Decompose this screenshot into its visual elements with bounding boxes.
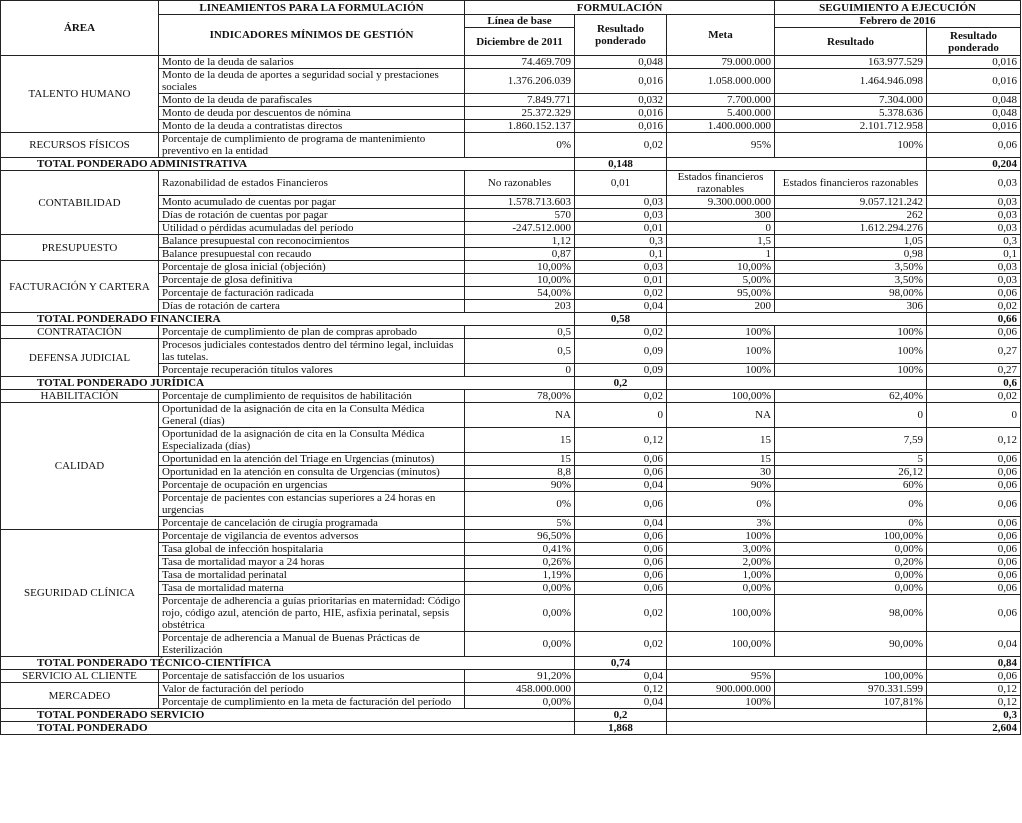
goal-cell: 100,00%	[667, 390, 775, 403]
header-formulacion: FORMULACIÓN	[465, 1, 775, 15]
empty-cell	[667, 158, 927, 171]
weighted-result-cell: 0,04	[575, 479, 667, 492]
area-cell: TALENTO HUMANO	[1, 56, 159, 133]
result-cell: 60%	[775, 479, 927, 492]
baseline-cell: 0,00%	[465, 632, 575, 657]
result-cell: 0,20%	[775, 556, 927, 569]
goal-cell: Estados financieros razonables	[667, 171, 775, 196]
weighted-result-2-cell: 0,06	[927, 582, 1021, 595]
area-cell: SEGURIDAD CLÍNICA	[1, 530, 159, 657]
result-cell: 100%	[775, 326, 927, 339]
area-cell: DEFENSA JUDICIAL	[1, 339, 159, 377]
indicator-cell: Porcentaje de cumplimiento de requisitos de habilitación	[159, 390, 465, 403]
result-cell: 100%	[775, 133, 927, 158]
weighted-result-2-cell: 0,27	[927, 364, 1021, 377]
goal-cell: 200	[667, 300, 775, 313]
total-ponderado-seguimiento: 0,66	[927, 313, 1021, 326]
weighted-result-2-cell: 0,06	[927, 530, 1021, 543]
baseline-cell: 96,50%	[465, 530, 575, 543]
indicator-cell: Monto de la deuda a contratistas directos	[159, 120, 465, 133]
indicator-cell: Utilidad o pérdidas acumuladas del período	[159, 222, 465, 235]
weighted-result-2-cell: 0,03	[927, 222, 1021, 235]
weighted-result-cell: 0,032	[575, 94, 667, 107]
baseline-cell: 0,41%	[465, 543, 575, 556]
indicator-cell: Porcentaje de cumplimiento de programa de mantenimiento preventivo en la entidad	[159, 133, 465, 158]
weighted-result-2-cell: 0,06	[927, 543, 1021, 556]
result-cell: 90,00%	[775, 632, 927, 657]
weighted-result-cell: 0,12	[575, 428, 667, 453]
header-diciembre-2011: Diciembre de 2011	[465, 28, 575, 56]
total-ponderado: 0,74	[575, 657, 667, 670]
header-lineamientos: LINEAMIENTOS PARA LA FORMULACIÓN	[159, 1, 465, 15]
indicator-cell: Razonabilidad de estados Financieros	[159, 171, 465, 196]
baseline-cell: 15	[465, 453, 575, 466]
result-cell: 3,50%	[775, 274, 927, 287]
indicator-cell: Tasa de mortalidad materna	[159, 582, 465, 595]
indicator-cell: Porcentaje de cancelación de cirugía programada	[159, 517, 465, 530]
baseline-cell: 1.376.206.039	[465, 69, 575, 94]
indicator-cell: Oportunidad de la asignación de cita en la Consulta Médica Especializada (días)	[159, 428, 465, 453]
weighted-result-cell: 0,02	[575, 287, 667, 300]
baseline-cell: 203	[465, 300, 575, 313]
goal-cell: NA	[667, 403, 775, 428]
goal-cell: 100%	[667, 530, 775, 543]
area-cell: PRESUPUESTO	[1, 235, 159, 261]
weighted-result-cell: 0,01	[575, 222, 667, 235]
header-indicadores: INDICADORES MÍNIMOS DE GESTIÓN	[159, 15, 465, 56]
baseline-cell: 1,19%	[465, 569, 575, 582]
baseline-cell: 1.860.152.137	[465, 120, 575, 133]
total-row	[1, 709, 1021, 722]
total-row	[1, 657, 1021, 670]
goal-cell: 15	[667, 428, 775, 453]
goal-cell: 1	[667, 248, 775, 261]
indicator-cell: Balance presupuestal con reconocimientos	[159, 235, 465, 248]
total-ponderado-seguimiento: 0,204	[927, 158, 1021, 171]
result-cell: 9.057.121.242	[775, 196, 927, 209]
weighted-result-cell: 0,12	[575, 683, 667, 696]
table-row	[1, 530, 1021, 543]
indicator-cell: Monto de la deuda de parafiscales	[159, 94, 465, 107]
baseline-cell: NA	[465, 403, 575, 428]
weighted-result-cell: 0,1	[575, 248, 667, 261]
indicator-cell: Porcentaje de ocupación en urgencias	[159, 479, 465, 492]
result-cell: 107,81%	[775, 696, 927, 709]
area-cell: HABILITACIÓN	[1, 390, 159, 403]
weighted-result-cell: 0,09	[575, 364, 667, 377]
baseline-cell: 78,00%	[465, 390, 575, 403]
indicator-cell: Valor de facturación del período	[159, 683, 465, 696]
weighted-result-2-cell: 0,12	[927, 696, 1021, 709]
result-cell: 7.304.000	[775, 94, 927, 107]
baseline-cell: 0,00%	[465, 696, 575, 709]
empty-cell	[667, 313, 927, 326]
weighted-result-2-cell: 0,03	[927, 274, 1021, 287]
header-resultado-ponderado-2: Resultado ponderado	[927, 28, 1021, 56]
result-cell: 98,00%	[775, 595, 927, 632]
weighted-result-2-cell: 0,06	[927, 517, 1021, 530]
weighted-result-cell: 0,3	[575, 235, 667, 248]
weighted-result-cell: 0,03	[575, 261, 667, 274]
weighted-result-2-cell: 0,06	[927, 326, 1021, 339]
goal-cell: 300	[667, 209, 775, 222]
result-cell: 163.977.529	[775, 56, 927, 69]
weighted-result-cell: 0,03	[575, 209, 667, 222]
result-cell: 0%	[775, 517, 927, 530]
indicator-cell: Oportunidad de la asignación de cita en la Consulta Médica General (días)	[159, 403, 465, 428]
indicator-cell: Tasa de mortalidad perinatal	[159, 569, 465, 582]
total-row	[1, 722, 1021, 735]
goal-cell: 10,00%	[667, 261, 775, 274]
indicator-cell: Monto de la deuda de salarios	[159, 56, 465, 69]
result-cell: 26,12	[775, 466, 927, 479]
baseline-cell: 0%	[465, 133, 575, 158]
result-cell: 1.612.294.276	[775, 222, 927, 235]
total-row	[1, 377, 1021, 390]
baseline-cell: No razonables	[465, 171, 575, 196]
baseline-cell: 458.000.000	[465, 683, 575, 696]
weighted-result-2-cell: 0	[927, 403, 1021, 428]
baseline-cell: 5%	[465, 517, 575, 530]
goal-cell: 100,00%	[667, 595, 775, 632]
weighted-result-2-cell: 0,03	[927, 171, 1021, 196]
goal-cell: 15	[667, 453, 775, 466]
weighted-result-2-cell: 0,016	[927, 69, 1021, 94]
weighted-result-2-cell: 0,1	[927, 248, 1021, 261]
baseline-cell: 8,8	[465, 466, 575, 479]
weighted-result-cell: 0,02	[575, 632, 667, 657]
weighted-result-cell: 0,06	[575, 556, 667, 569]
weighted-result-cell: 0,06	[575, 492, 667, 517]
table-row	[1, 56, 1021, 69]
result-cell: 7,59	[775, 428, 927, 453]
table-row	[1, 326, 1021, 339]
goal-cell: 79.000.000	[667, 56, 775, 69]
weighted-result-cell: 0,01	[575, 171, 667, 196]
result-cell: 1.464.946.098	[775, 69, 927, 94]
goal-cell: 95%	[667, 133, 775, 158]
total-label: TOTAL PONDERADO SERVICIO	[1, 709, 575, 722]
total-ponderado: 0,58	[575, 313, 667, 326]
header-linea-base: Línea de base	[465, 15, 575, 28]
total-ponderado: 0,2	[575, 377, 667, 390]
weighted-result-2-cell: 0,06	[927, 287, 1021, 300]
table-row	[1, 171, 1021, 196]
area-cell: RECURSOS FÍSICOS	[1, 133, 159, 158]
area-cell: CONTRATACIÓN	[1, 326, 159, 339]
goal-cell: 7.700.000	[667, 94, 775, 107]
indicator-cell: Porcentaje de pacientes con estancias superiores a 24 horas en urgencias	[159, 492, 465, 517]
result-cell: 0,98	[775, 248, 927, 261]
indicator-cell: Porcentaje de satisfacción de los usuarios	[159, 670, 465, 683]
baseline-cell: 0,00%	[465, 595, 575, 632]
total-row	[1, 313, 1021, 326]
goal-cell: 100%	[667, 696, 775, 709]
total-row	[1, 158, 1021, 171]
baseline-cell: 0,5	[465, 326, 575, 339]
empty-cell	[667, 722, 927, 735]
baseline-cell: 90%	[465, 479, 575, 492]
goal-cell: 3,00%	[667, 543, 775, 556]
result-cell: 98,00%	[775, 287, 927, 300]
result-cell: 0%	[775, 492, 927, 517]
weighted-result-cell: 0,04	[575, 696, 667, 709]
weighted-result-cell: 0,01	[575, 274, 667, 287]
table-row	[1, 403, 1021, 428]
baseline-cell: 0,5	[465, 339, 575, 364]
baseline-cell: 15	[465, 428, 575, 453]
weighted-result-2-cell: 0,048	[927, 94, 1021, 107]
header-febrero-2016: Febrero de 2016	[775, 15, 1021, 28]
table-row	[1, 683, 1021, 696]
indicator-cell: Días de rotación de cuentas por pagar	[159, 209, 465, 222]
indicator-cell: Porcentaje de glosa definitiva	[159, 274, 465, 287]
weighted-result-2-cell: 0,06	[927, 466, 1021, 479]
indicator-cell: Porcentaje de cumplimiento de plan de compras aprobado	[159, 326, 465, 339]
result-cell: 100,00%	[775, 530, 927, 543]
indicator-cell: Días de rotación de cartera	[159, 300, 465, 313]
weighted-result-2-cell: 0,02	[927, 390, 1021, 403]
weighted-result-2-cell: 0,27	[927, 339, 1021, 364]
baseline-cell: 54,00%	[465, 287, 575, 300]
goal-cell: 0	[667, 222, 775, 235]
goal-cell: 900.000.000	[667, 683, 775, 696]
result-cell: 1,05	[775, 235, 927, 248]
header-seguimiento: SEGUIMIENTO A EJECUCIÓN	[775, 1, 1021, 15]
weighted-result-cell: 0,03	[575, 196, 667, 209]
total-label: TOTAL PONDERADO ADMINISTRATIVA	[1, 158, 575, 171]
indicator-cell: Monto de la deuda de aportes a seguridad social y prestaciones sociales	[159, 69, 465, 94]
goal-cell: 30	[667, 466, 775, 479]
weighted-result-2-cell: 0,03	[927, 261, 1021, 274]
goal-cell: 100%	[667, 326, 775, 339]
baseline-cell: 91,20%	[465, 670, 575, 683]
header-area: ÁREA	[1, 1, 159, 56]
total-label: TOTAL PONDERADO	[1, 722, 575, 735]
result-cell: 970.331.599	[775, 683, 927, 696]
total-ponderado-seguimiento: 0,84	[927, 657, 1021, 670]
header-resultado: Resultado	[775, 28, 927, 56]
goal-cell: 95,00%	[667, 287, 775, 300]
goal-cell: 5.400.000	[667, 107, 775, 120]
goal-cell: 100%	[667, 364, 775, 377]
weighted-result-cell: 0,09	[575, 339, 667, 364]
table-row	[1, 261, 1021, 274]
indicator-cell: Porcentaje de glosa inicial (objeción)	[159, 261, 465, 274]
total-ponderado-seguimiento: 0,6	[927, 377, 1021, 390]
weighted-result-2-cell: 0,06	[927, 556, 1021, 569]
result-cell: 0,00%	[775, 543, 927, 556]
weighted-result-2-cell: 0,03	[927, 196, 1021, 209]
result-cell: 306	[775, 300, 927, 313]
weighted-result-2-cell: 0,12	[927, 683, 1021, 696]
indicator-cell: Procesos judiciales contestados dentro del término legal, incluidas las tutelas.	[159, 339, 465, 364]
indicator-cell: Porcentaje recuperación títulos valores	[159, 364, 465, 377]
header-meta: Meta	[667, 15, 775, 56]
header-resultado-ponderado: Resultado ponderado	[575, 15, 667, 56]
total-label: TOTAL PONDERADO FINANCIERA	[1, 313, 575, 326]
baseline-cell: 10,00%	[465, 261, 575, 274]
weighted-result-2-cell: 0,06	[927, 595, 1021, 632]
indicator-cell: Oportunidad en la atención en consulta de Urgencias (minutos)	[159, 466, 465, 479]
total-ponderado: 0,148	[575, 158, 667, 171]
table-row	[1, 339, 1021, 364]
result-cell: 100%	[775, 339, 927, 364]
weighted-result-cell: 0,02	[575, 390, 667, 403]
weighted-result-cell: 0,06	[575, 569, 667, 582]
goal-cell: 1,5	[667, 235, 775, 248]
indicator-cell: Monto acumulado de cuentas por pagar	[159, 196, 465, 209]
weighted-result-cell: 0,06	[575, 530, 667, 543]
weighted-result-cell: 0,02	[575, 133, 667, 158]
weighted-result-cell: 0,06	[575, 466, 667, 479]
area-cell: CONTABILIDAD	[1, 171, 159, 235]
weighted-result-2-cell: 0,02	[927, 300, 1021, 313]
indicator-cell: Balance presupuestal con recaudo	[159, 248, 465, 261]
result-cell: 262	[775, 209, 927, 222]
result-cell: Estados financieros razonables	[775, 171, 927, 196]
empty-cell	[667, 377, 927, 390]
weighted-result-2-cell: 0,06	[927, 492, 1021, 517]
baseline-cell: 0,87	[465, 248, 575, 261]
weighted-result-cell: 0	[575, 403, 667, 428]
indicator-cell: Monto de deuda por descuentos de nómina	[159, 107, 465, 120]
weighted-result-2-cell: 0,06	[927, 479, 1021, 492]
baseline-cell: 74.469.709	[465, 56, 575, 69]
weighted-result-cell: 0,06	[575, 582, 667, 595]
area-cell: FACTURACIÓN Y CARTERA	[1, 261, 159, 313]
indicator-cell: Oportunidad en la atención del Triage en Urgencias (minutos)	[159, 453, 465, 466]
weighted-result-cell: 0,016	[575, 120, 667, 133]
result-cell: 100%	[775, 364, 927, 377]
weighted-result-cell: 0,04	[575, 517, 667, 530]
weighted-result-2-cell: 0,016	[927, 56, 1021, 69]
goal-cell: 9.300.000.000	[667, 196, 775, 209]
weighted-result-cell: 0,06	[575, 453, 667, 466]
baseline-cell: 1,12	[465, 235, 575, 248]
indicator-cell: Porcentaje de cumplimiento en la meta de facturación del período	[159, 696, 465, 709]
table-row	[1, 670, 1021, 683]
indicator-cell: Tasa de mortalidad mayor a 24 horas	[159, 556, 465, 569]
baseline-cell: 0	[465, 364, 575, 377]
baseline-cell: 0,26%	[465, 556, 575, 569]
baseline-cell: 7.849.771	[465, 94, 575, 107]
result-cell: 0,00%	[775, 569, 927, 582]
area-cell: MERCADEO	[1, 683, 159, 709]
baseline-cell: 570	[465, 209, 575, 222]
baseline-cell: 25.372.329	[465, 107, 575, 120]
weighted-result-2-cell: 0,12	[927, 428, 1021, 453]
total-ponderado-seguimiento: 0,3	[927, 709, 1021, 722]
baseline-cell: 1.578.713.603	[465, 196, 575, 209]
total-label: TOTAL PONDERADO JURÍDICA	[1, 377, 575, 390]
goal-cell: 1,00%	[667, 569, 775, 582]
result-cell: 3,50%	[775, 261, 927, 274]
goal-cell: 1.400.000.000	[667, 120, 775, 133]
goal-cell: 5,00%	[667, 274, 775, 287]
total-label: TOTAL PONDERADO TÉCNICO-CIENTÍFICA	[1, 657, 575, 670]
indicator-cell: Tasa global de infección hospitalaria	[159, 543, 465, 556]
goal-cell: 0%	[667, 492, 775, 517]
goal-cell: 2,00%	[667, 556, 775, 569]
total-ponderado-seguimiento: 2,604	[927, 722, 1021, 735]
goal-cell: 0,00%	[667, 582, 775, 595]
weighted-result-2-cell: 0,016	[927, 120, 1021, 133]
baseline-cell: 0,00%	[465, 582, 575, 595]
weighted-result-cell: 0,02	[575, 595, 667, 632]
weighted-result-2-cell: 0,06	[927, 670, 1021, 683]
weighted-result-2-cell: 0,03	[927, 209, 1021, 222]
indicator-cell: Porcentaje de adherencia a guías prioritarias en maternidad: Código rojo, código azul, atención de parto, HIE, asfixia perinatal, sepsis obstétrica	[159, 595, 465, 632]
weighted-result-2-cell: 0,06	[927, 133, 1021, 158]
weighted-result-cell: 0,02	[575, 326, 667, 339]
total-ponderado: 1,868	[575, 722, 667, 735]
goal-cell: 95%	[667, 670, 775, 683]
result-cell: 5.378.636	[775, 107, 927, 120]
indicator-cell: Porcentaje de facturación radicada	[159, 287, 465, 300]
weighted-result-cell: 0,04	[575, 670, 667, 683]
table-row	[1, 390, 1021, 403]
weighted-result-cell: 0,016	[575, 107, 667, 120]
weighted-result-2-cell: 0,04	[927, 632, 1021, 657]
empty-cell	[667, 657, 927, 670]
weighted-result-cell: 0,04	[575, 300, 667, 313]
indicator-cell: Porcentaje de adherencia a Manual de Buenas Prácticas de Esterilización	[159, 632, 465, 657]
goal-cell: 100,00%	[667, 632, 775, 657]
goal-cell: 100%	[667, 339, 775, 364]
result-cell: 0,00%	[775, 582, 927, 595]
result-cell: 100,00%	[775, 670, 927, 683]
weighted-result-2-cell: 0,048	[927, 107, 1021, 120]
weighted-result-2-cell: 0,06	[927, 453, 1021, 466]
table-row	[1, 133, 1021, 158]
table-row	[1, 235, 1021, 248]
weighted-result-cell: 0,048	[575, 56, 667, 69]
area-cell: SERVICIO AL CLIENTE	[1, 670, 159, 683]
area-cell: CALIDAD	[1, 403, 159, 530]
goal-cell: 3%	[667, 517, 775, 530]
baseline-cell: -247.512.000	[465, 222, 575, 235]
baseline-cell: 0%	[465, 492, 575, 517]
result-cell: 62,40%	[775, 390, 927, 403]
weighted-result-cell: 0,06	[575, 543, 667, 556]
goal-cell: 1.058.000.000	[667, 69, 775, 94]
weighted-result-cell: 0,016	[575, 69, 667, 94]
empty-cell	[667, 709, 927, 722]
goal-cell: 90%	[667, 479, 775, 492]
baseline-cell: 10,00%	[465, 274, 575, 287]
indicator-cell: Porcentaje de vigilancia de eventos adversos	[159, 530, 465, 543]
result-cell: 0	[775, 403, 927, 428]
total-ponderado: 0,2	[575, 709, 667, 722]
result-cell: 5	[775, 453, 927, 466]
result-cell: 2.101.712.958	[775, 120, 927, 133]
weighted-result-2-cell: 0,3	[927, 235, 1021, 248]
weighted-result-2-cell: 0,06	[927, 569, 1021, 582]
